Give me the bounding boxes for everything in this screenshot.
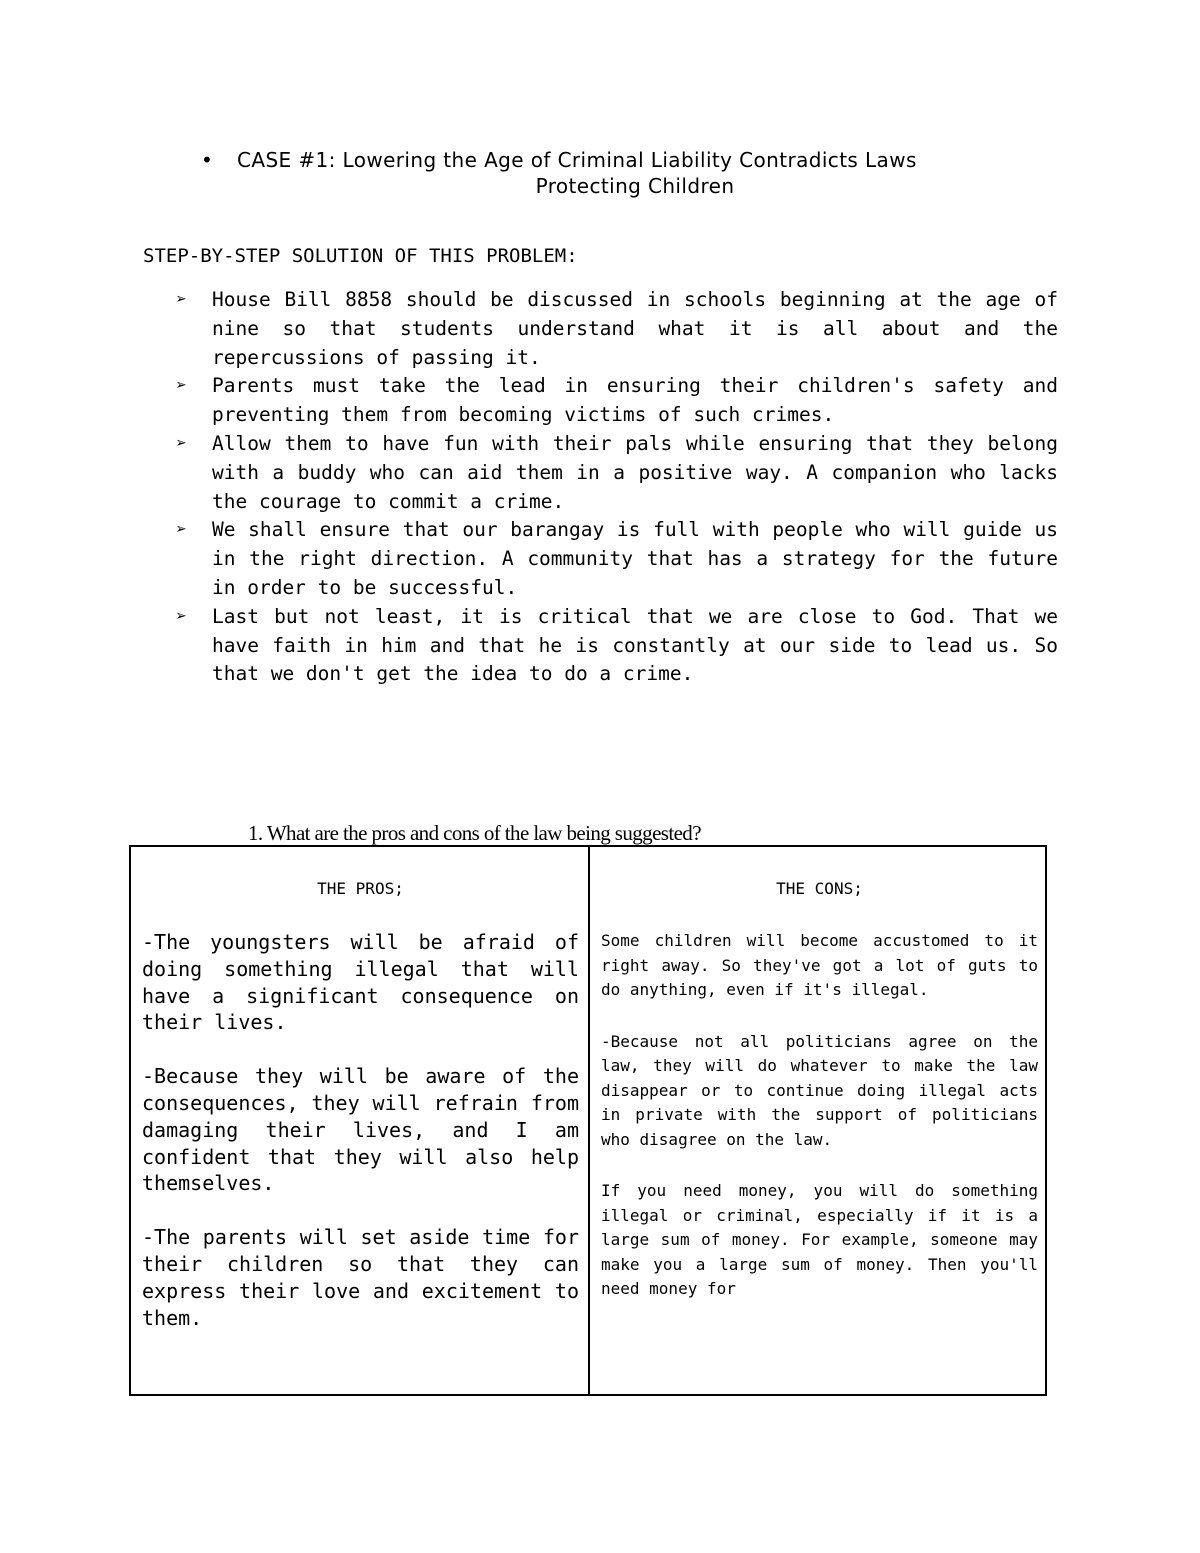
step-text: Allow them to have fun with their pals while ensuring that they belong with a buddy who can aid them in a positive way. A companion who lacks the courage to commit a crime.: [212, 431, 1058, 513]
pros-item: -The parents will set aside time for their children so that they can express their love and excitement to them.: [142, 1225, 579, 1330]
case-title-line-1: CASE #1: Lowering the Age of Criminal Liability Contradicts Laws: [237, 148, 917, 172]
pros-item: -Because they will be aware of the consequences, they will refrain from damaging their lives, and I am confident that they will also help themselves.: [142, 1064, 579, 1196]
arrow-bullet-icon: ➢: [176, 289, 187, 310]
column-divider: [588, 847, 590, 1394]
step-text: Last but not least, it is critical that we are close to God. That we have faith in him and that he is constantly at our side to lead us. So that we don't get the idea to do a crime.: [212, 604, 1058, 686]
step-text: Parents must take the lead in ensuring their children's safety and preventing them from becoming victims of such crimes.: [212, 374, 1058, 427]
cons-item: If you need money, you will do something illegal or criminal, especially if it is a large sum of money. For example, someone may make you a large sum of money. Then you'll need money for: [601, 1181, 1038, 1298]
pros-header: THE PROS;: [317, 879, 404, 898]
cons-item: -Because not all politicians agree on the law, they will do whatever to make the law disappear or to continue doing illegal acts in private with the support of politicians who disagree on the law.: [601, 1031, 1038, 1149]
case-title-line-2: Protecting Children: [535, 174, 735, 198]
cons-header: THE CONS;: [776, 879, 863, 898]
step-item: [176, 603, 1058, 689]
cons-column: [601, 877, 1038, 1329]
arrow-bullet-icon: ➢: [176, 432, 187, 454]
steps-heading: STEP-BY-STEP SOLUTION OF THIS PROBLEM:: [143, 245, 578, 267]
arrow-bullet-icon: ➢: [176, 605, 187, 627]
arrow-bullet-icon: ➢: [176, 375, 187, 397]
cons-item: Some children will become accustomed to it right away. So they've got a lot of guts to do anything, even if it's illegal.: [601, 931, 1038, 999]
steps-list: [176, 286, 1058, 689]
step-item: [176, 430, 1058, 516]
step-item: [176, 372, 1058, 430]
bullet-icon: •: [201, 148, 214, 172]
step-text: We shall ensure that our barangay is full with people who will guide us in the right direction. A community that has a strategy for the future in order to be successful.: [212, 518, 1058, 599]
pros-column: [142, 877, 579, 1358]
pros-cons-table: [129, 845, 1047, 1396]
pros-item: -The youngsters will be afraid of doing something illegal that will have a significant consequence on their lives.: [142, 930, 579, 1035]
question-heading: 1. What are the pros and cons of the law being suggested?: [248, 821, 701, 845]
step-item: [176, 286, 1058, 372]
arrow-bullet-icon: ➢: [176, 519, 187, 541]
step-item: [176, 516, 1058, 602]
step-text: House Bill 8858 should be discussed in schools beginning at the age of nine so that students understand what it is all about and the repercussions of passing it.: [212, 288, 1058, 369]
